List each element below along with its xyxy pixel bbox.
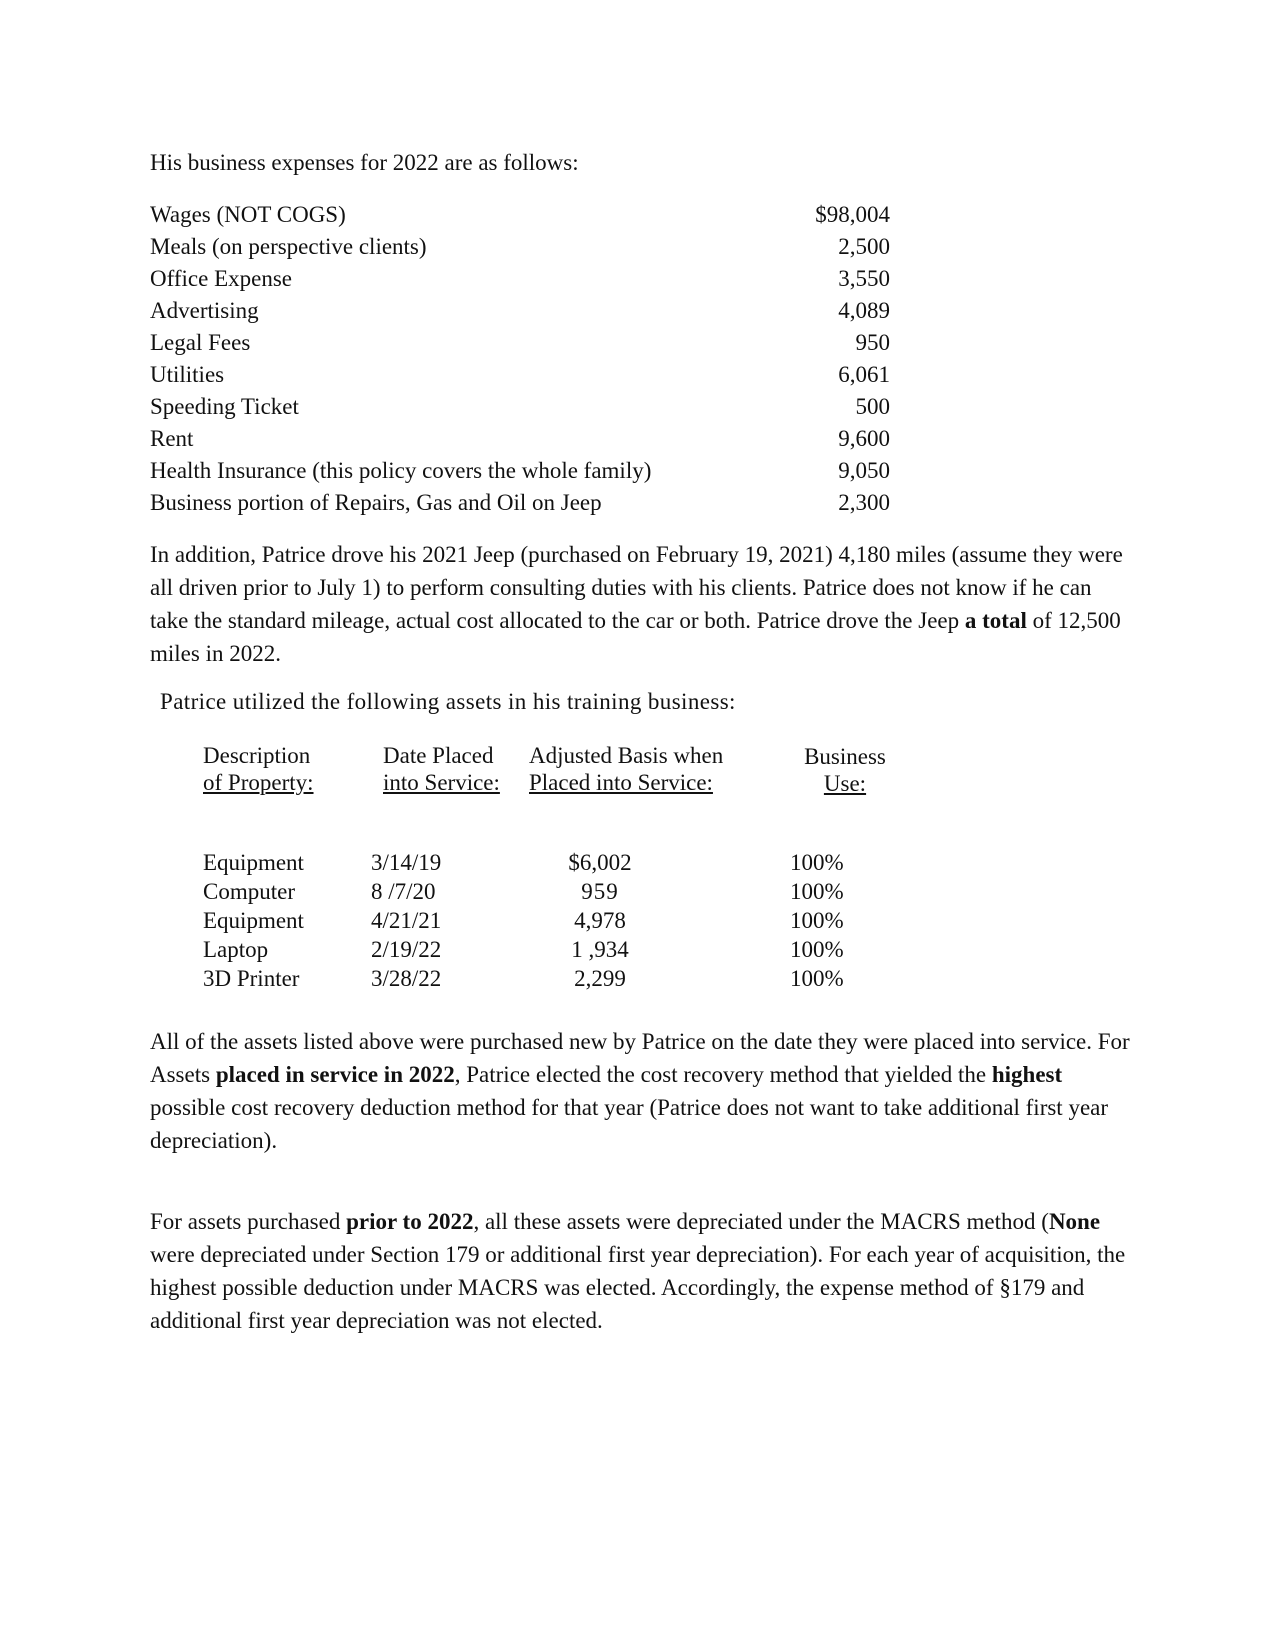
expense-label: Wages (NOT COGS) — [150, 202, 346, 227]
expense-value: 3,550 — [838, 266, 890, 291]
asset-date: 3/28/22 — [371, 966, 442, 991]
header-basis-line1: Adjusted Basis when — [529, 743, 724, 768]
expense-value: 950 — [855, 330, 890, 355]
p2022-text-1: All of the assets listed above were purchased new by Patrice on the date they were placed into service. For Assets — [150, 1029, 1130, 1087]
expense-label: Meals (on perspective clients) — [150, 234, 427, 259]
asset-business-use: 100% — [790, 850, 844, 875]
asset-description: Computer — [203, 879, 295, 904]
p2022-emphasis-placed: placed in service in 2022 — [215, 1062, 455, 1087]
asset-basis: 2,299 — [574, 966, 626, 991]
p2022-text-3: possible cost recovery deduction method for that year (Patrice does not want to take additional first year depreciation). — [150, 1095, 1109, 1153]
prior-emphasis-date: prior to 2022 — [346, 1209, 474, 1234]
header-business-use — [795, 743, 895, 797]
expense-value: $98,004 — [815, 202, 890, 227]
jeep-emphasis-total: a total — [964, 608, 1027, 633]
expense-label: Rent — [150, 426, 194, 451]
expense-label: Health Insurance (this policy covers the whole family) — [150, 458, 652, 483]
assets-intro: Patrice utilized the following assets in his training business: — [160, 689, 736, 714]
asset-basis: $6,002 — [568, 850, 632, 875]
expense-row — [150, 230, 890, 263]
expense-row — [150, 198, 890, 231]
header-description-line1: Description — [203, 743, 311, 768]
asset-basis: 959 — [581, 879, 619, 904]
placed-in-2022-paragraph — [150, 1025, 1130, 1157]
expense-row — [150, 294, 890, 327]
p2022-emphasis-highest: highest — [991, 1062, 1063, 1087]
jeep-text-1: In addition, Patrice drove his 2021 Jeep (purchased on February 19, 2021) 4,180 miles (assume they were all driven prior to July 1) to perform consulting duties with his clients. Patrice does not know if he can take the standard mileage, actual cost allocated to the car or both. Patrice drove the Jeep — [150, 542, 1123, 633]
asset-basis: 4,978 — [574, 908, 626, 933]
expense-value: 2,300 — [838, 490, 890, 515]
expense-value: 500 — [855, 394, 890, 419]
expense-label: Legal Fees — [150, 330, 251, 355]
asset-date: 8 /7/20 — [371, 879, 436, 904]
header-description — [203, 742, 314, 796]
asset-description: Equipment — [203, 908, 304, 933]
asset-date: 4/21/21 — [371, 908, 442, 933]
asset-description: Equipment — [203, 850, 304, 875]
header-date-line1: Date Placed — [383, 743, 494, 768]
asset-description: Laptop — [203, 937, 269, 962]
expense-row — [150, 326, 890, 359]
expense-value: 4,089 — [838, 298, 890, 323]
expense-label: Speeding Ticket — [150, 394, 299, 419]
p2022-text-2: , Patrice elected the cost recovery method that yielded the — [454, 1062, 992, 1087]
header-use-line2: Use: — [823, 771, 867, 796]
asset-description: 3D Printer — [203, 966, 300, 991]
expense-row — [150, 262, 890, 295]
expense-row — [150, 486, 890, 519]
expense-label: Advertising — [150, 298, 259, 323]
prior-text-1: For assets purchased — [150, 1209, 347, 1234]
header-date-line2: into Service: — [383, 770, 500, 795]
expense-row — [150, 358, 890, 391]
prior-emphasis-none: None — [1048, 1209, 1101, 1234]
asset-date: 3/14/19 — [371, 850, 442, 875]
expense-row — [150, 390, 890, 423]
asset-basis: 1 ,934 — [571, 937, 629, 962]
expense-label: Utilities — [150, 362, 225, 387]
prior-text-2: , all these assets were depreciated under the MACRS method ( — [473, 1209, 1049, 1234]
header-basis-line2: Placed into Service: — [529, 770, 713, 795]
asset-business-use: 100% — [790, 879, 844, 904]
prior-text-3: were depreciated under Section 179 or additional first year depreciation). For each year of acquisition, the highest possible deduction under MACRS was elected. Accordingly, the expense method of §179 and additional first year depreciation was not elected. — [150, 1242, 1126, 1333]
expense-row — [150, 422, 890, 455]
asset-business-use: 100% — [790, 937, 844, 962]
expense-label: Office Expense — [150, 266, 292, 291]
jeep-paragraph — [150, 538, 1130, 670]
header-date — [383, 742, 500, 796]
header-basis — [529, 742, 723, 796]
expenses-intro: His business expenses for 2022 are as follows: — [150, 150, 579, 175]
expense-value: 9,050 — [838, 458, 890, 483]
expense-label: Business portion of Repairs, Gas and Oil on Jeep — [150, 490, 602, 515]
expense-value: 6,061 — [838, 362, 890, 387]
asset-business-use: 100% — [790, 966, 844, 991]
asset-business-use: 100% — [790, 908, 844, 933]
header-description-line2: of Property: — [203, 770, 314, 795]
asset-date: 2/19/22 — [371, 937, 442, 962]
prior-to-2022-paragraph — [150, 1205, 1130, 1337]
expense-row — [150, 454, 890, 487]
header-use-line1: Business — [804, 744, 886, 769]
expense-value: 2,500 — [838, 234, 890, 259]
jeep-text-2: of 12,500 miles in 2022. — [150, 608, 1121, 666]
expense-value: 9,600 — [838, 426, 890, 451]
